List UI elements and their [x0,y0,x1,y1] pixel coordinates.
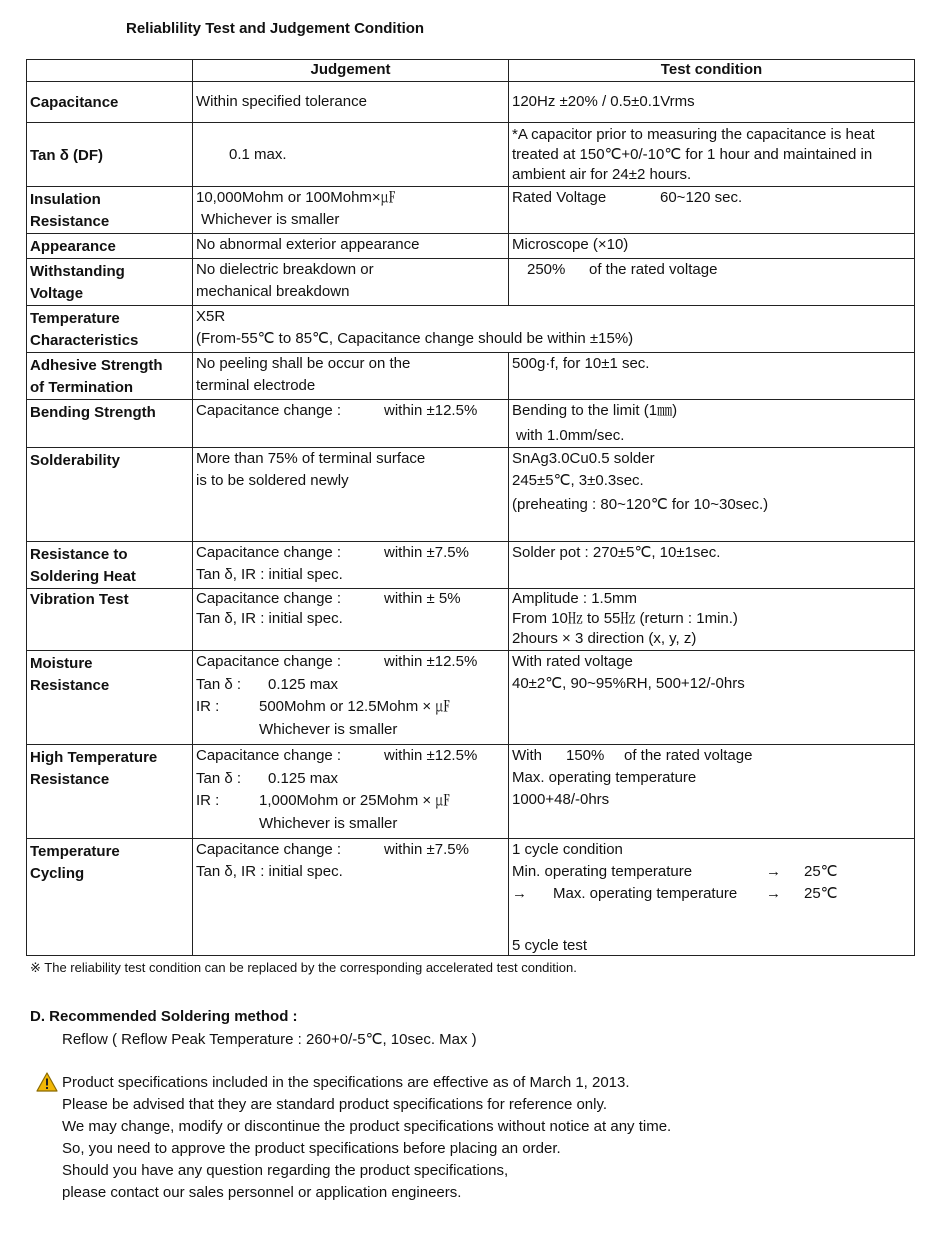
row-condition: 250% of the rated voltage [509,259,915,306]
row-item: Resistance to Soldering Heat [27,542,193,589]
row-item: Solderability [27,448,193,542]
row-condition: Solder pot : 270±5℃, 10±1sec. [509,542,915,589]
header-test-condition: Test condition [509,60,915,82]
row-condition: 1 cycle condition Min. operating temperature → 25℃ → Max. operating temperature → 25℃ 5 cycle test [509,839,915,956]
notice-line: Should you have any question regarding the product specifications, [62,1162,509,1179]
row-judgement: No abnormal exterior appearance [193,234,509,259]
warning-icon [36,1072,58,1092]
row-judgement: X5R (From-55℃ to 85℃, Capacitance change should be within ±15%) [193,306,915,353]
row-item: Temperature Characteristics [27,306,193,353]
row-judgement: Within specified tolerance [193,82,509,123]
row-judgement: 0.1 max. [193,123,509,187]
table-header-row [27,60,915,82]
row-condition: SnAg3.0Cu0.5 solder 245±5℃, 3±0.3sec. (preheating : 80~120℃ for 10~30sec.) [509,448,915,542]
row-judgement: Capacitance change : within ±12.5% Tan δ : 0.125 max IR : 500Mohm or 12.5Mohm × ㎌ Whichever is smaller [193,651,509,745]
table-row [27,353,915,400]
row-judgement: Capacitance change : within ±12.5% [193,400,509,448]
footnote: ※ The reliability test condition can be replaced by the corresponding accelerated test condition. [30,960,577,975]
table-row [27,259,915,306]
row-judgement: More than 75% of terminal surface is to be soldered newly [193,448,509,542]
table-row [27,306,915,353]
row-condition: With 150% of the rated voltage Max. operating temperature 1000+48/-0hrs [509,745,915,839]
arrow-right-icon: → [766,885,781,902]
row-item: Insulation Resistance [27,187,193,234]
row-item: Appearance [27,234,193,259]
row-condition: 120Hz ±20% / 0.5±0.1Vrms [509,82,915,123]
reliability-table [26,59,915,956]
row-judgement: Capacitance change : within ±7.5% Tan δ, IR : initial spec. [193,542,509,589]
row-item: Adhesive Strength of Termination [27,353,193,400]
row-condition: *A capacitor prior to measuring the capacitance is heat treated at 150℃+0/-10℃ for 1 hour and maintained in ambient air for 24±2 hours. [509,123,915,187]
row-condition: Microscope (×10) [509,234,915,259]
soldering-text: Reflow ( Reflow Peak Temperature : 260+0/-5℃, 10sec. Max ) [62,1031,477,1048]
row-judgement: 10,000Mohm or 100Mohm×㎌ Whichever is smaller [193,187,509,234]
table-row [27,400,915,448]
table-row [27,651,915,745]
notice-line: please contact our sales personnel or application engineers. [62,1184,462,1201]
row-condition: Rated Voltage 60~120 sec. [509,187,915,234]
row-item: Bending Strength [27,400,193,448]
notice-line: We may change, modify or discontinue the product specifications without notice at any time. [62,1118,672,1135]
header-item [27,60,193,82]
row-item: Withstanding Voltage [27,259,193,306]
page-title: Reliablility Test and Judgement Condition [126,20,425,37]
table-row [27,745,915,839]
row-judgement: No dielectric breakdown or mechanical breakdown [193,259,509,306]
row-condition: 500g·f, for 10±1 sec. [509,353,915,400]
row-judgement: No peeling shall be occur on the terminal electrode [193,353,509,400]
soldering-title: D. Recommended Soldering method : [30,1008,298,1025]
row-judgement: Capacitance change : within ± 5% Tan δ, IR : initial spec. [193,589,509,651]
row-item: Temperature Cycling [27,839,193,956]
row-item: Capacitance [27,82,193,123]
table-row [27,448,915,542]
notice-line: Product specifications included in the specifications are effective as of March 1, 2013. [62,1074,630,1091]
table-row [27,589,915,651]
notice-line: So, you need to approve the product specifications before placing an order. [62,1140,561,1157]
row-judgement: Capacitance change : within ±12.5% Tan δ : 0.125 max IR : 1,000Mohm or 25Mohm × ㎌ Whichever is smaller [193,745,509,839]
table-row [27,839,915,956]
row-condition: Amplitude : 1.5mm From 10㎐ to 55㎐ (return : 1min.) 2hours × 3 direction (x, y, z) [509,589,915,651]
table-row [27,234,915,259]
table-row [27,82,915,123]
row-judgement: Capacitance change : within ±7.5% Tan δ, IR : initial spec. [193,839,509,956]
arrow-right-icon: → [766,863,781,880]
row-item: Tan δ (DF) [27,123,193,187]
row-condition: With rated voltage 40±2℃, 90~95%RH, 500+12/-0hrs [509,651,915,745]
arrow-right-icon: → [512,885,527,902]
row-item: Moisture Resistance [27,651,193,745]
row-item: High Temperature Resistance [27,745,193,839]
row-condition: Bending to the limit (1㎜) with 1.0mm/sec. [509,400,915,448]
notice-line: Please be advised that they are standard product specifications for reference only. [62,1096,608,1113]
table-row [27,542,915,589]
header-judgement: Judgement [193,60,509,82]
table-row [27,123,915,187]
row-item: Vibration Test [27,589,193,651]
table-row [27,187,915,234]
notice-block [36,1072,671,1204]
